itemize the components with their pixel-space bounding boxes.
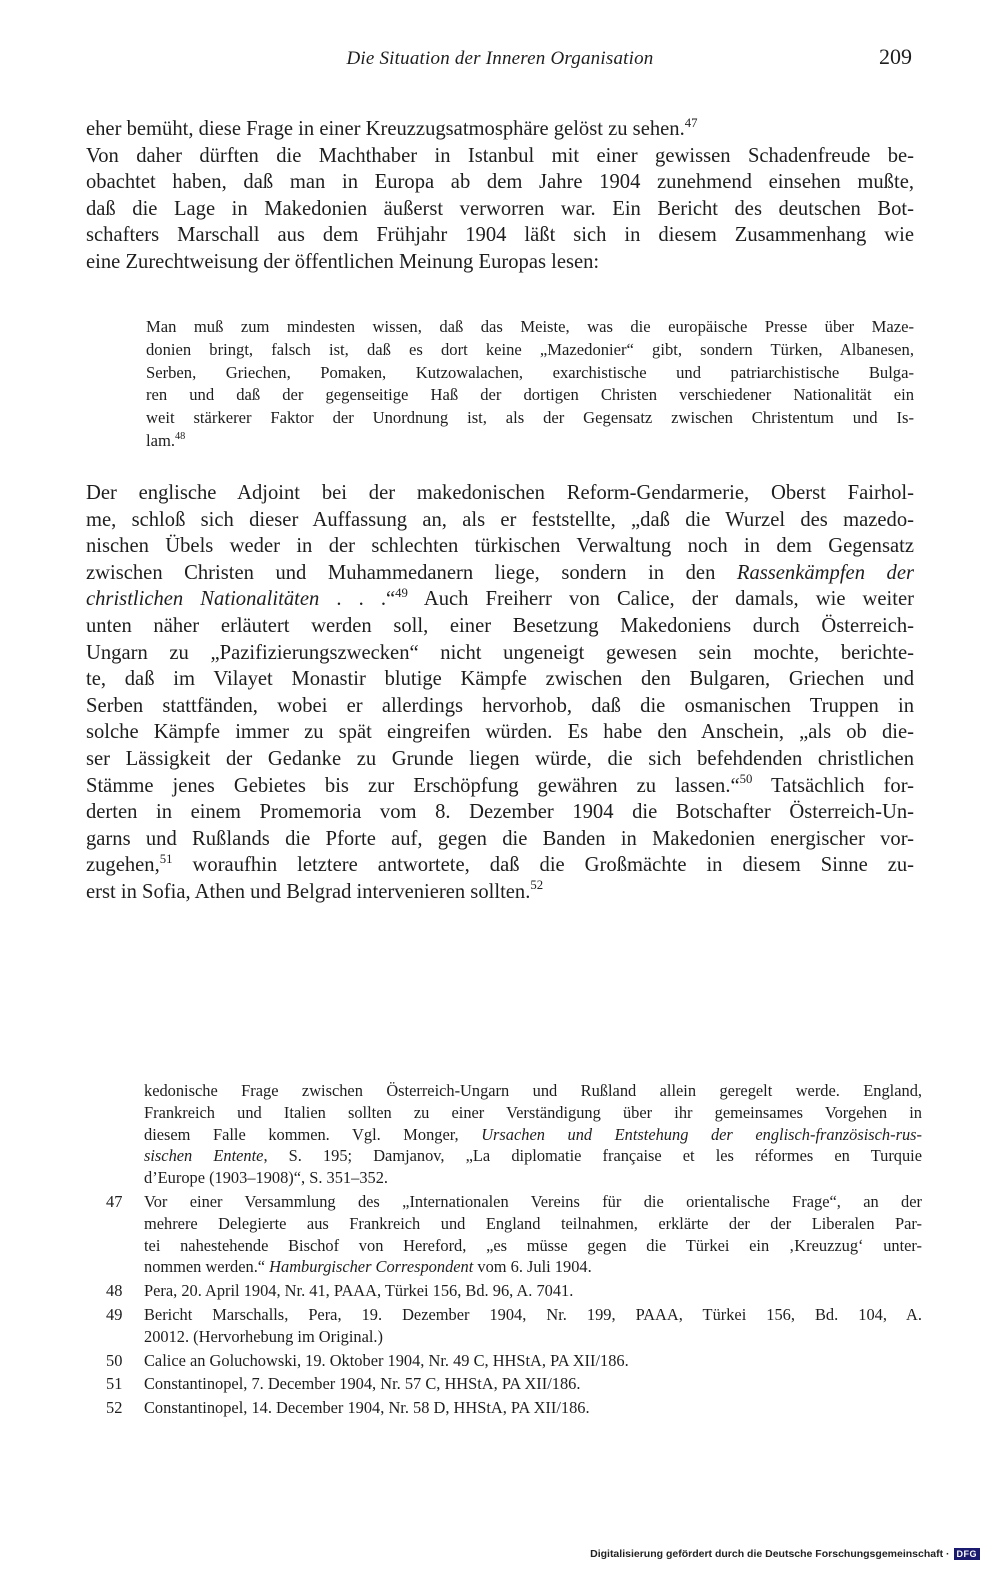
footnote-body bbox=[144, 1350, 922, 1372]
text-line bbox=[86, 560, 914, 587]
quote-line: donien bringt, falsch ist, daß es dort keine „Mazedonier“ gibt, sondern Türken, Albanesen, bbox=[146, 339, 914, 359]
text-line: schafters Marschall aus dem Frühjahr 1904 läßt sich in diesem Zusammenhang wie bbox=[86, 224, 914, 247]
text-line: derten in einem Promemoria vom 8. Dezember 1904 die Botschafter Österreich-Un- bbox=[86, 801, 914, 824]
text-line: eine Zurechtweisung der öffentlichen Meinung Europas lesen: bbox=[86, 250, 600, 273]
quote-line: weit stärkerer Faktor der Unordnung ist, als der Gegensatz zwischen Christentum und Is- bbox=[146, 408, 914, 428]
footnote-line: Frankreich und Italien sollten zu einer Verständigung über ihr gemeinsames Vorgehen in bbox=[144, 1102, 922, 1122]
text-line: Von daher dürften die Machthaber in Istanbul mit einer gewissen Schadenfreude be- bbox=[86, 144, 914, 167]
footnote-line: Pera, 20. April 1904, Nr. 41, PAAA, Türkei 156, Bd. 96, A. 7041. bbox=[144, 1281, 574, 1301]
footnote-number: 50 bbox=[106, 1350, 123, 1370]
text-run: diesem Falle kommen. Vgl. Monger, bbox=[144, 1124, 482, 1144]
emphasis-text: christlichen Nationalitäten bbox=[86, 588, 320, 611]
footnote-line: 20012. (Hervorhebung im Original.) bbox=[144, 1326, 383, 1346]
text-line: daß die Lage in Makedonien äußerst verworren war. Ein Bericht des deutschen Bot- bbox=[86, 197, 914, 220]
paragraph-1 bbox=[86, 116, 914, 276]
text-run: lam. bbox=[146, 430, 176, 450]
footnote-body bbox=[144, 1191, 922, 1278]
footnote-number: 49 bbox=[106, 1304, 123, 1324]
text-line bbox=[86, 773, 914, 800]
footnote-line: d’Europe (1903–1908)“, S. 351–352. bbox=[144, 1168, 389, 1188]
text-line: obachtet haben, daß man in Europa ab dem Jahre 1904 zunehmend einsehen mußte, bbox=[86, 171, 914, 194]
footnote-line: Calice an Goluchowski, 19. Oktober 1904, Nr. 49 C, HHStA, PA XII/186. bbox=[144, 1350, 629, 1370]
quote-line: Man muß zum mindesten wissen, daß das Meiste, was die europäische Presse über Maze- bbox=[146, 317, 914, 336]
text-line bbox=[86, 879, 914, 906]
footnote-ref-51: 51 bbox=[159, 851, 173, 866]
footnote-body bbox=[144, 1397, 922, 1419]
footnote-line: Bericht Marschalls, Pera, 19. Dezember 1904, Nr. 199, PAAA, Türkei 156, Bd. 104, A. bbox=[144, 1304, 922, 1324]
text-run: Stämme jenes Gebietes bis zur Erschöpfung gewähren zu lassen.“ bbox=[86, 774, 740, 797]
text-run: eher bemüht, diese Frage in einer Kreuzzugsatmosphäre gelöst zu sehen. bbox=[86, 118, 685, 140]
digitization-text: Digitalisierung gefördert durch die Deutsche Forschungsgemeinschaft · bbox=[590, 1548, 950, 1560]
footnote-50 bbox=[106, 1350, 922, 1372]
text-line: te, daß im Vilayet Monastir blutige Kämpfe zwischen den Bulgaren, Griechen und bbox=[86, 668, 914, 691]
footnote-line: Constantinopel, 7. December 1904, Nr. 57 C, HHStA, PA XII/186. bbox=[144, 1374, 581, 1394]
quote-line: Serben, Griechen, Pomaken, Kutzowalachen, exarchistische und patriarchistische Bulga- bbox=[146, 362, 914, 382]
paragraph-2 bbox=[86, 480, 914, 906]
text-run: nommen werden.“ bbox=[144, 1257, 270, 1277]
text-run: . . .“ bbox=[319, 588, 396, 611]
emphasis-text: sischen Entente bbox=[144, 1146, 264, 1166]
text-run: vom 6. Juli 1904. bbox=[473, 1257, 592, 1277]
footnote-line: tei nahestehende Bischof von Hereford, „es müsse gegen die Türkei ein ‚Kreuzzug‘ unter- bbox=[144, 1235, 922, 1255]
footnote-number: 47 bbox=[106, 1191, 123, 1211]
text-line: Ungarn zu „Pazifizierungszwecken“ nicht ungeneigt gewesen sein mochte, berichte- bbox=[86, 641, 914, 664]
footnote-line bbox=[144, 1145, 922, 1167]
text-run: zwischen Christen und Muhammedanern liege, sondern in den bbox=[86, 561, 737, 584]
emphasis-text: Ursachen und Entstehung der englisch-französisch-rus- bbox=[481, 1124, 922, 1144]
footnote-body bbox=[144, 1304, 922, 1348]
dfg-logo-icon: DFG bbox=[954, 1548, 981, 1560]
footnote-line: mehrere Delegierte aus Frankreich und England teilnahmen, erklärte der der Liberalen Par- bbox=[144, 1213, 922, 1233]
footnote-ref-52: 52 bbox=[530, 878, 544, 893]
text-line: solche Kämpfe immer zu spät eingreifen würden. Es habe den Anschein, „als ob die- bbox=[86, 721, 914, 744]
text-run: erst in Sofia, Athen und Belgrad intervenieren sollten. bbox=[86, 880, 531, 903]
text-run: Auch Freiherr von Calice, der damals, wie weiter bbox=[407, 588, 914, 611]
footnote-52 bbox=[106, 1397, 922, 1419]
footnote-body bbox=[144, 1280, 922, 1302]
footnote-51 bbox=[106, 1373, 922, 1395]
text-line: nischen Übels weder in der schlechten türkischen Verwaltung noch in dem Gegensatz bbox=[86, 535, 914, 558]
running-header-title: Die Situation der Inneren Organisation bbox=[346, 48, 654, 69]
text-line: ser Lässigkeit der Gedanke zu Grunde liegen würde, die sich befehdenden christlichen bbox=[86, 747, 914, 770]
text-line: Serben stattfänden, wobei er allerdings hervorhob, daß die osmanischen Truppen in bbox=[86, 694, 914, 717]
block-quote bbox=[146, 316, 914, 453]
footnote-number: 52 bbox=[106, 1398, 123, 1418]
footnote-47 bbox=[106, 1191, 922, 1278]
footnote-48 bbox=[106, 1280, 922, 1302]
text-line: garns und Rußlands die Pforte auf, gegen die Banden in Makedonien energischer vor- bbox=[86, 827, 914, 850]
text-line bbox=[86, 116, 914, 143]
text-line: unten näher erläutert werden soll, einer Besetzung Makedoniens durch Österreich- bbox=[86, 614, 914, 637]
text-run: Tatsächlich for- bbox=[752, 774, 914, 797]
emphasis-text: Rassenkämpfen der bbox=[736, 561, 914, 584]
footnote-ref-49: 49 bbox=[395, 585, 408, 600]
footnote-ref-47: 47 bbox=[684, 115, 698, 130]
text-line: Der englische Adjoint bei der makedonischen Reform-Gendarmerie, Oberst Fairhol- bbox=[86, 482, 914, 504]
footnote-line bbox=[144, 1124, 922, 1146]
text-run: woraufhin letztere antwortete, daß die Großmächte in diesem Sinne zu- bbox=[172, 854, 914, 877]
emphasis-text: Hamburgischer Correspondent bbox=[269, 1257, 474, 1277]
footnote-line: Vor einer Versammlung des „Internationalen Vereins für die orientalische Frage“, an der bbox=[144, 1191, 922, 1211]
quote-line bbox=[146, 430, 914, 453]
footnote-49 bbox=[106, 1304, 922, 1348]
text-line bbox=[86, 586, 914, 613]
footnote-line bbox=[144, 1256, 922, 1278]
footnote-continuation bbox=[106, 1080, 922, 1189]
footnote-number: 51 bbox=[106, 1374, 123, 1394]
text-run: , S. 195; Damjanov, „La diplomatie française et les réformes en Turquie bbox=[263, 1146, 923, 1166]
page-number: 209 bbox=[879, 44, 912, 69]
digitization-notice bbox=[590, 1548, 980, 1560]
footnote-ref-48: 48 bbox=[175, 430, 186, 442]
quote-line: ren und daß der gegenseitige Haß der dortigen Christen verschiedener Nationalität ein bbox=[146, 385, 914, 405]
footnote-body bbox=[144, 1373, 922, 1395]
footnote-line: Constantinopel, 14. December 1904, Nr. 58 D, HHStA, PA XII/186. bbox=[144, 1398, 590, 1418]
footnotes bbox=[106, 1080, 922, 1421]
footnote-line: kedonische Frage zwischen Österreich-Ungarn und Rußland allein geregelt werde. England, bbox=[144, 1081, 922, 1100]
text-run: zugehen, bbox=[86, 854, 160, 877]
footnote-ref-50: 50 bbox=[739, 772, 753, 787]
footnote-number: 48 bbox=[106, 1281, 123, 1301]
text-line: me, schloß sich dieser Auffassung an, als er feststellte, „daß die Wurzel des mazedo- bbox=[86, 508, 914, 531]
text-line bbox=[86, 852, 914, 879]
